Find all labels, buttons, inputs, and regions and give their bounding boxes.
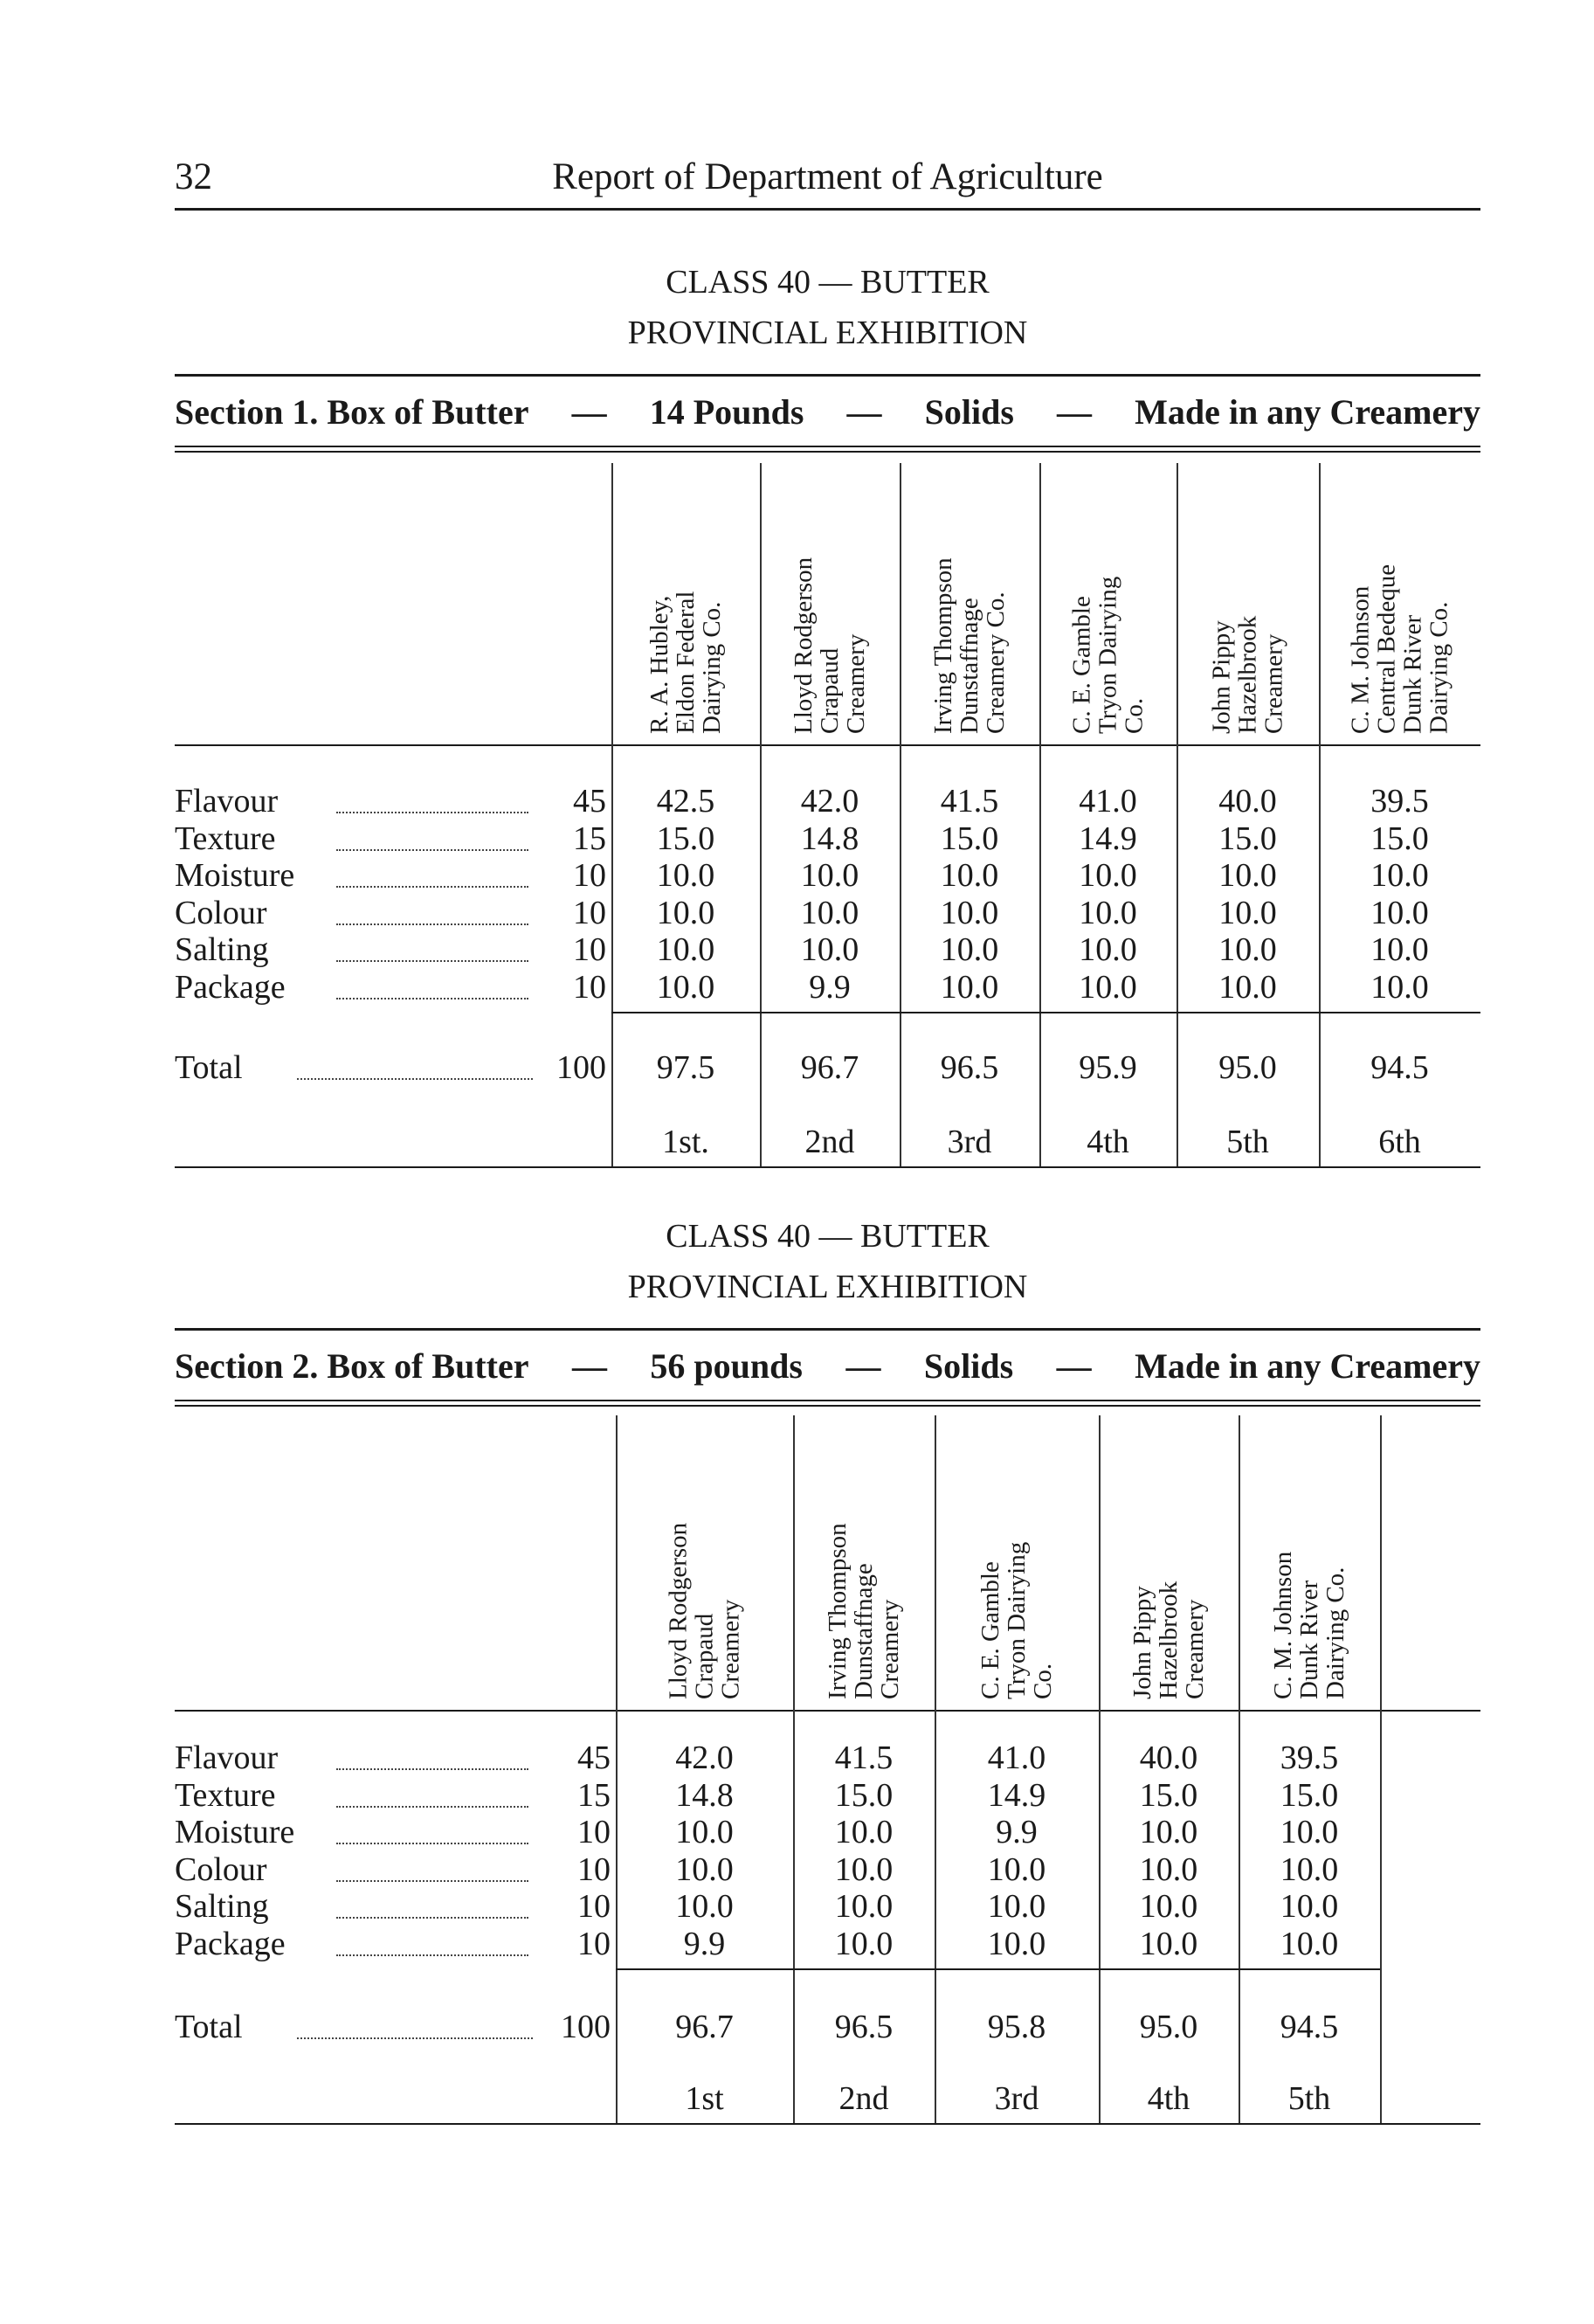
entrant-name-line: Eldon Federal (672, 591, 700, 734)
leader-dots (297, 2037, 533, 2039)
placing: 3rd (994, 2080, 1039, 2117)
entrant-name-line: Co. (1029, 1663, 1057, 1699)
total-row-score: 96.7 (800, 1049, 859, 1086)
entrant-name-line: Dunk River (1398, 614, 1427, 734)
entrant-name-line: Irving Thompson (929, 557, 957, 734)
section-title-part: — (571, 392, 607, 432)
section-title-part: 56 pounds (650, 1346, 803, 1386)
class-title: CLASS 40 — BUTTER (666, 264, 990, 301)
score-row-score: 9.9 (683, 1925, 726, 1962)
score-row-score: 14.9 (987, 1776, 1046, 1814)
entrant-header (618, 470, 753, 734)
score-row-score: 10.0 (987, 1925, 1046, 1962)
entrant-name-line: Hazelbrook (1155, 1580, 1183, 1699)
score-row-score: 10.0 (987, 1888, 1046, 1925)
entrant-name-line: Hazelbrook (1233, 615, 1262, 734)
score-row-score: 10.0 (834, 1925, 894, 1962)
score-row-label: Package (175, 1925, 286, 1962)
score-row-score: 15.0 (1139, 1776, 1198, 1814)
score-row-score: 40.0 (1218, 783, 1277, 820)
score-row-score: 9.9 (809, 968, 851, 1006)
entrant-header (1246, 1422, 1373, 1699)
score-row-label: Salting (175, 931, 269, 968)
entrant-name-line: John Pippy (1207, 620, 1236, 734)
score-row-score: 10.0 (834, 1850, 894, 1888)
section-title-part: Made in any Creamery (1135, 1346, 1480, 1386)
score-row-label: Flavour (175, 1740, 279, 1776)
score-row-score: 10.0 (800, 857, 859, 894)
score-row-max: 10 (573, 894, 606, 931)
score-row-score: 10.0 (1139, 1888, 1198, 1925)
section-rule-top (175, 374, 1480, 377)
placing: 1st. (662, 1124, 709, 1160)
score-row-score: 10.0 (656, 857, 715, 894)
section-title-part: Solids (924, 392, 1014, 432)
leader-dots (336, 923, 528, 925)
section-title-part: 14 Pounds (649, 392, 804, 432)
score-row-score: 10.0 (987, 1850, 1046, 1888)
exhibition-title: PROVINCIAL EXHIBITION (627, 1269, 1028, 1305)
score-row-score: 10.0 (1139, 1925, 1198, 1962)
entrant-name-line: Tryon Dairying (1094, 576, 1122, 734)
total-row-score: 96.5 (940, 1049, 999, 1086)
entrant-name-line: Central Bedeque (1372, 564, 1401, 734)
entrant-name-line: Dairying Co. (1321, 1567, 1349, 1699)
table-end-rule (175, 1166, 1480, 1168)
total-row-score: 94.5 (1370, 1049, 1429, 1086)
header-bottom-rule (175, 744, 1480, 746)
leader-dots (336, 998, 528, 999)
entrant-name-line: Lloyd Rodgerson (664, 1522, 693, 1699)
score-row-score: 10.0 (656, 894, 715, 931)
table-rule-top-2 (175, 451, 1480, 453)
placing: 2nd (838, 2080, 889, 2117)
placing: 5th (1287, 2080, 1331, 2117)
placing: 4th (1087, 1124, 1129, 1160)
score-row-score: 15.0 (1218, 820, 1277, 857)
total-row-score: 95.9 (1079, 1049, 1137, 1086)
score-row-score: 10.0 (940, 931, 999, 968)
score-row-score: 10.0 (1280, 1925, 1339, 1962)
score-row-score: 10.0 (675, 1850, 734, 1888)
entrant-name-line: Co. (1120, 697, 1149, 734)
running-head (175, 156, 1480, 204)
placing: 5th (1226, 1124, 1269, 1160)
score-row-score: 10.0 (834, 1814, 894, 1850)
leader-dots (336, 1806, 528, 1808)
score-row-score: 10.0 (800, 931, 859, 968)
score-row-max: 10 (573, 857, 606, 894)
leader-dots (336, 849, 528, 851)
leader-dots (297, 1078, 533, 1080)
total-row-label: Total (175, 2009, 243, 2045)
score-row-score: 10.0 (1370, 857, 1429, 894)
entrant-header (1326, 470, 1473, 734)
placing: 6th (1378, 1124, 1421, 1160)
entrant-header (800, 1422, 928, 1699)
score-row-score: 10.0 (1079, 931, 1137, 968)
total-row-score: 94.5 (1280, 2009, 1339, 2045)
score-row-max: 10 (577, 1888, 611, 1925)
section-title (175, 391, 1480, 432)
section-title-part: Made in any Creamery (1135, 392, 1480, 432)
section-title-part: — (845, 1346, 881, 1386)
score-row-score: 41.5 (940, 783, 999, 820)
score-row-score: 10.0 (656, 931, 715, 968)
report-title: Report of Department of Agriculture (552, 156, 1103, 197)
score-row-score: 15.0 (1280, 1776, 1339, 1814)
section-title-part: — (571, 1346, 607, 1386)
placing: 4th (1147, 2080, 1190, 2117)
score-row-score: 39.5 (1280, 1740, 1339, 1776)
exhibition-title: PROVINCIAL EXHIBITION (627, 315, 1028, 351)
total-row-max: 100 (561, 2009, 611, 2045)
entrant-name-line: Dairying Co. (698, 601, 726, 734)
score-row-label: Flavour (175, 783, 279, 820)
placing: 2nd (804, 1124, 855, 1160)
table-rule-top (175, 1400, 1480, 1401)
entrant-name-line: C. E. Gamble (976, 1561, 1004, 1699)
leader-dots (336, 1917, 528, 1919)
score-row-score: 9.9 (996, 1814, 1038, 1850)
score-row-score: 15.0 (834, 1776, 894, 1814)
leader-dots (336, 1768, 528, 1770)
score-row-max: 15 (573, 820, 606, 857)
score-row-score: 10.0 (1370, 931, 1429, 968)
table-rule-top-2 (175, 1405, 1480, 1407)
entrant-name-line: Tryon Dairying (1003, 1541, 1031, 1699)
score-row-score: 14.9 (1079, 820, 1137, 857)
score-row-max: 10 (577, 1850, 611, 1888)
score-row-label: Salting (175, 1888, 269, 1925)
entrant-header (942, 1422, 1092, 1699)
score-row-label: Moisture (175, 857, 295, 894)
entrant-header (907, 470, 1032, 734)
entrant-name-line: R. A. Hubley, (645, 595, 673, 734)
score-row-max: 45 (573, 783, 606, 820)
entrant-name-line: Creamery (716, 1599, 745, 1699)
score-row-score: 10.0 (834, 1888, 894, 1925)
header-rule (175, 208, 1480, 211)
score-row-score: 10.0 (675, 1888, 734, 1925)
score-row-max: 10 (577, 1814, 611, 1850)
score-row-score: 10.0 (1139, 1850, 1198, 1888)
score-row-score: 10.0 (1218, 931, 1277, 968)
score-row-label: Package (175, 968, 286, 1006)
score-row-score: 10.0 (940, 857, 999, 894)
placing: 1st (685, 2080, 724, 2117)
score-row-score: 10.0 (1139, 1814, 1198, 1850)
total-row-score: 97.5 (656, 1049, 715, 1086)
section-title-part: — (846, 392, 882, 432)
column-divider (1380, 1415, 1382, 2123)
score-row-score: 10.0 (1079, 857, 1137, 894)
score-row-score: 10.0 (800, 894, 859, 931)
subtotal-rule (616, 1968, 1380, 1970)
entrant-name-line: Crapaud (816, 647, 844, 734)
leader-dots (336, 1880, 528, 1882)
score-row-score: 10.0 (656, 968, 715, 1006)
leader-dots (336, 1843, 528, 1844)
entrant-name-line: Dairying Co. (1425, 601, 1453, 734)
entrant-name-line: Lloyd Rodgerson (790, 557, 818, 734)
score-row-score: 10.0 (940, 968, 999, 1006)
table-rule-top (175, 446, 1480, 447)
entrant-name-line: C. E. Gamble (1067, 596, 1096, 734)
section-rule-top (175, 1328, 1480, 1331)
placing: 3rd (947, 1124, 992, 1160)
score-row-score: 15.0 (1370, 820, 1429, 857)
score-row-score: 41.0 (987, 1740, 1046, 1776)
section-title (175, 1345, 1480, 1387)
score-row-score: 10.0 (1370, 894, 1429, 931)
score-row-score: 10.0 (1218, 857, 1277, 894)
class-title: CLASS 40 — BUTTER (666, 1218, 990, 1255)
score-row-score: 41.0 (1079, 783, 1137, 820)
score-row-score: 42.0 (675, 1740, 734, 1776)
score-row-score: 41.5 (834, 1740, 894, 1776)
total-row-label: Total (175, 1049, 243, 1086)
entrant-name-line: John Pippy (1128, 1586, 1156, 1699)
score-row-score: 10.0 (1280, 1814, 1339, 1850)
section-title-part: Solids (923, 1346, 1014, 1386)
score-row-label: Texture (175, 820, 276, 857)
score-row-label: Colour (175, 894, 267, 931)
score-row-score: 39.5 (1370, 783, 1429, 820)
score-row-score: 10.0 (1079, 894, 1137, 931)
score-row-score: 15.0 (940, 820, 999, 857)
total-row-score: 96.5 (834, 2009, 894, 2045)
section-title-part: Section 1. Box of Butter (175, 392, 529, 432)
section-title-part: — (1056, 1346, 1092, 1386)
score-row-score: 10.0 (940, 894, 999, 931)
entrant-name-line: Creamery Co. (982, 591, 1010, 734)
score-row-max: 10 (577, 1925, 611, 1962)
entrant-header (1183, 470, 1312, 734)
total-row-score: 95.0 (1139, 2009, 1198, 2045)
section-title-part: Section 2. Box of Butter (175, 1346, 529, 1386)
entrant-name-line: Creamery (1181, 1599, 1209, 1699)
score-row-score: 42.0 (800, 783, 859, 820)
leader-dots (336, 960, 528, 962)
total-row-score: 96.7 (675, 2009, 734, 2045)
total-row-score: 95.0 (1218, 1049, 1277, 1086)
score-row-max: 10 (573, 931, 606, 968)
entrant-header (767, 470, 893, 734)
score-row-score: 10.0 (1280, 1888, 1339, 1925)
score-row-max: 10 (573, 968, 606, 1006)
page-number: 32 (175, 156, 212, 197)
entrant-name-line: Creamery (876, 1599, 904, 1699)
leader-dots (336, 1954, 528, 1956)
entrant-name-line: Dunk River (1295, 1580, 1323, 1699)
score-row-score: 10.0 (1218, 968, 1277, 1006)
score-row-score: 14.8 (675, 1776, 734, 1814)
entrant-header (1106, 1422, 1232, 1699)
score-row-max: 45 (577, 1740, 611, 1776)
entrant-name-line: Dunstaffnage (956, 598, 983, 734)
header-bottom-rule (175, 1710, 1480, 1712)
score-row-score: 10.0 (1079, 968, 1137, 1006)
score-row-score: 42.5 (656, 783, 715, 820)
score-row-score: 10.0 (1280, 1850, 1339, 1888)
score-row-score: 10.0 (1218, 894, 1277, 931)
score-row-score: 10.0 (675, 1814, 734, 1850)
entrant-name-line: Irving Thompson (824, 1523, 852, 1699)
entrant-name-line: C. M. Johnson (1269, 1551, 1297, 1699)
entrant-header (623, 1422, 786, 1699)
leader-dots (336, 886, 528, 888)
score-row-score: 14.8 (800, 820, 859, 857)
score-row-score: 10.0 (1370, 968, 1429, 1006)
table-end-rule (175, 2123, 1480, 2125)
score-row-label: Moisture (175, 1814, 295, 1850)
total-row-max: 100 (556, 1049, 606, 1086)
entrant-name-line: Dunstaffnage (850, 1563, 878, 1699)
entrant-name-line: C. M. Johnson (1346, 585, 1375, 734)
score-row-label: Colour (175, 1850, 267, 1888)
total-row-score: 95.8 (987, 2009, 1046, 2045)
score-row-score: 15.0 (656, 820, 715, 857)
score-row-label: Texture (175, 1776, 276, 1814)
score-row-score: 40.0 (1139, 1740, 1198, 1776)
subtotal-rule (611, 1012, 1480, 1013)
entrant-header (1046, 470, 1170, 734)
section-title-part: — (1057, 392, 1093, 432)
entrant-name-line: Creamery (842, 633, 870, 734)
entrant-name-line: Crapaud (690, 1613, 719, 1699)
entrant-name-line: Creamery (1259, 633, 1288, 734)
leader-dots (336, 812, 528, 813)
score-row-max: 15 (577, 1776, 611, 1814)
